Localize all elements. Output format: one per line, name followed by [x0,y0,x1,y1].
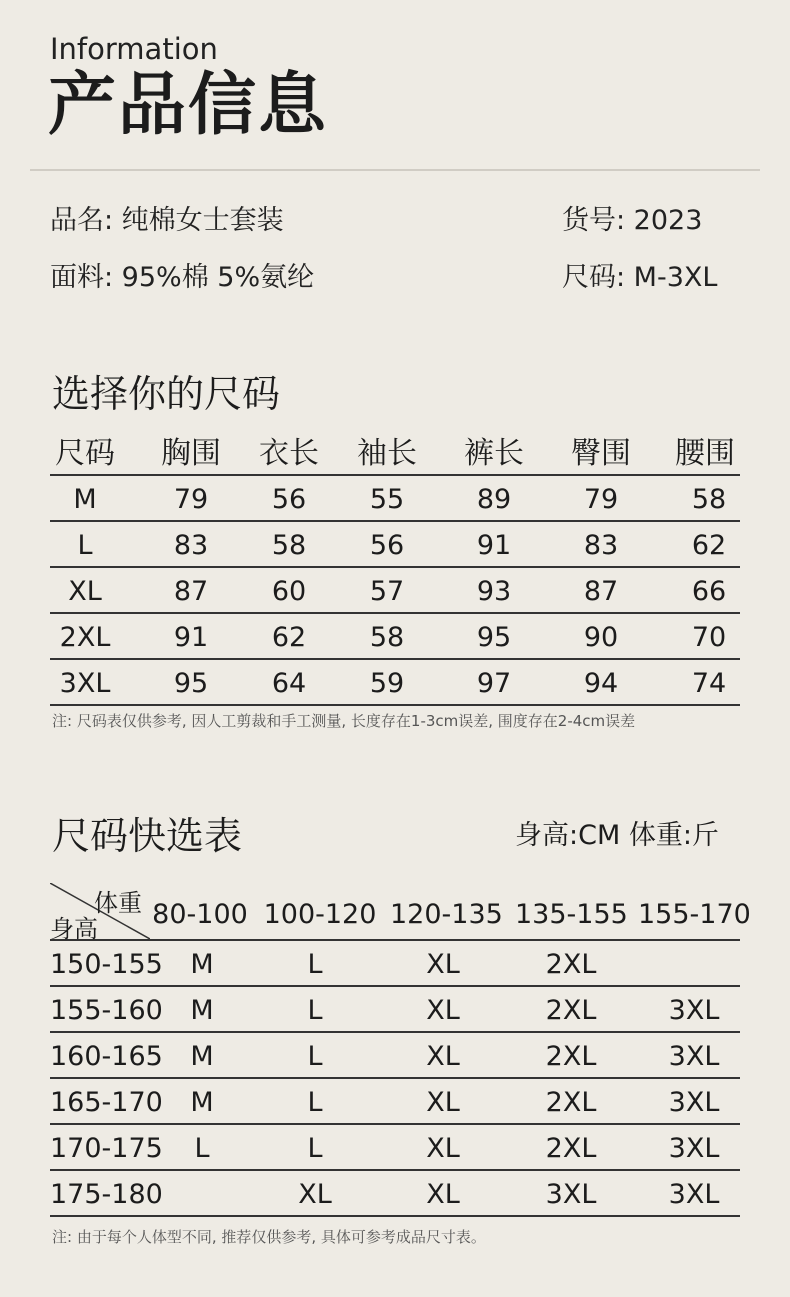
table-cell: M [190,1041,214,1072]
height-cell: 160-165 [50,1041,163,1072]
quick-select-header-row [50,883,751,943]
table-cell: 74 [691,668,727,699]
table-cell: 56 [369,530,405,561]
table-cell: 55 [369,484,405,515]
table-cell: 58 [691,484,727,515]
table-cell: L [307,1041,323,1072]
table-cell: 62 [691,530,727,561]
table-cell: 3XL [59,668,111,699]
english-title: Information [50,32,218,66]
table-cell: 2XL [545,1041,597,1072]
table-cell: 83 [583,530,619,561]
table-cell: 64 [271,668,307,699]
unit-label: 身高:CM 体重:斤 [515,820,719,851]
table-cell: L [307,949,323,980]
height-cell: 150-155 [50,949,163,980]
table-cell: 91 [476,530,512,561]
table-cell: 79 [583,484,619,515]
corner-height-label: 身高 [50,915,98,943]
table-cell: XL [426,1133,460,1164]
table-cell: M [190,949,214,980]
table-cell: 2XL [545,995,597,1026]
column-header: 155-170 [638,899,751,930]
table-row [50,1079,740,1125]
quick-select-table [50,883,751,1217]
page-title: 产品信息 [48,66,329,145]
table-cell: 83 [173,530,209,561]
size-chart-table [50,430,740,706]
column-header: 胸围 [161,436,221,471]
table-cell: 62 [271,622,307,653]
table-cell: 97 [476,668,512,699]
table-row [50,660,740,706]
column-header: 衣长 [259,436,319,471]
table-cell [654,941,734,985]
column-header: 臀围 [571,436,631,471]
table-cell: 66 [691,576,727,607]
height-cell: 165-170 [50,1087,163,1118]
table-cell: L [194,1133,210,1164]
table-row [50,1171,740,1217]
table-cell: 91 [173,622,209,653]
quick-select-note: 注: 由于每个人体型不同, 推荐仅供参考, 具体可参考成品尺寸表。 [52,1228,486,1246]
table-cell: 79 [173,484,209,515]
table-cell: 3XL [668,1179,720,1210]
corner-cell [50,883,150,943]
table-cell: 3XL [545,1179,597,1210]
size-chart-note: 注: 尺码表仅供参考, 因人工剪裁和手工测量, 长度存在1-3cm误差, 围度存在2-4cm误差 [52,712,636,730]
corner-weight-label: 体重 [94,889,142,917]
table-cell [162,1171,242,1215]
table-cell: XL [426,1179,460,1210]
table-row [50,568,740,614]
product-name: 品名: 纯棉女士套装 [50,205,284,236]
table-cell: 89 [476,484,512,515]
table-cell: 59 [369,668,405,699]
table-cell: L [307,1133,323,1164]
table-cell: M [190,1087,214,1118]
table-cell: 3XL [668,1041,720,1072]
table-cell: 2XL [545,1133,597,1164]
table-row [50,1125,740,1171]
column-header: 100-120 [263,899,377,930]
table-cell: 3XL [668,1087,720,1118]
table-cell: XL [68,576,102,607]
table-cell: 93 [476,576,512,607]
table-cell: 2XL [545,949,597,980]
table-cell: XL [426,995,460,1026]
height-cell: 175-180 [50,1179,163,1210]
table-cell: 70 [691,622,727,653]
column-header: 尺码 [55,436,115,471]
table-row [50,522,740,568]
table-cell: 3XL [668,1133,720,1164]
product-item-number: 货号: 2023 [562,205,703,236]
table-cell: XL [426,1087,460,1118]
table-cell: 87 [173,576,209,607]
column-header: 袖长 [357,436,417,471]
product-size-range: 尺码: M-3XL [562,262,718,293]
table-cell: 58 [271,530,307,561]
table-cell: XL [298,1179,332,1210]
table-cell: 57 [369,576,405,607]
table-cell: 90 [583,622,619,653]
table-row [50,1033,740,1079]
table-cell: 95 [173,668,209,699]
height-cell: 170-175 [50,1133,163,1164]
table-cell: 87 [583,576,619,607]
table-cell: 2XL [59,622,111,653]
height-cell: 155-160 [50,995,163,1026]
table-cell: L [77,530,93,561]
table-cell: 56 [271,484,307,515]
table-cell: M [73,484,97,515]
table-cell: 58 [369,622,405,653]
column-header: 裤长 [464,436,524,471]
table-cell: 94 [583,668,619,699]
column-header: 腰围 [675,436,735,471]
column-header: 120-135 [390,899,503,930]
table-cell: 2XL [545,1087,597,1118]
table-row [50,941,740,987]
table-cell: XL [426,1041,460,1072]
table-row [50,614,740,660]
table-cell: L [307,995,323,1026]
size-chart-header-row [50,430,740,476]
size-chart-title: 选择你的尺码 [52,372,281,416]
table-cell: XL [426,949,460,980]
quick-select-title: 尺码快选表 [52,814,243,858]
table-row [50,476,740,522]
column-header: 80-100 [152,899,248,930]
table-cell: L [307,1087,323,1118]
table-cell: 3XL [668,995,720,1026]
table-cell: 95 [476,622,512,653]
product-material: 面料: 95%棉 5%氨纶 [50,262,315,293]
table-cell: 60 [271,576,307,607]
column-header: 135-155 [515,899,628,930]
table-cell: M [190,995,214,1026]
title-divider [30,169,760,171]
table-row [50,987,740,1033]
